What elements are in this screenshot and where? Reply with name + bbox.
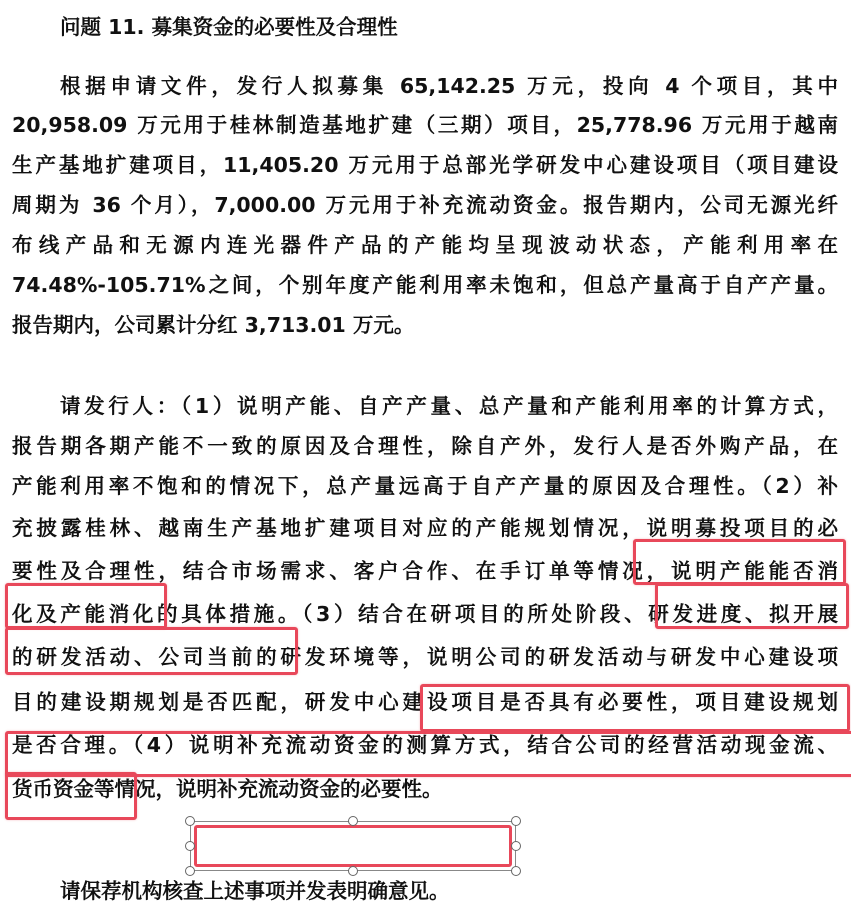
resize-handle-middle-left[interactable] — [185, 841, 195, 851]
paragraph-1-line-3: 生产基地扩建项目，11,405.20 万元用于总部光学研发中心建设项目（项目建设 — [12, 153, 838, 177]
resize-handle-middle-right[interactable] — [511, 841, 521, 851]
selected-annotation[interactable] — [190, 821, 516, 871]
paragraph-2-line-2: 报告期各期产能不一致的原因及合理性，除自产外，发行人是否外购产品，在 — [12, 434, 838, 458]
resize-handle-bottom-left[interactable] — [185, 866, 195, 876]
paragraph-2-line-10: 货币资金等情况，说明补充流动资金的必要性。 — [12, 777, 443, 801]
question-title: 问题 11. 募集资金的必要性及合理性 — [60, 15, 398, 39]
paragraph-2-line-8: 目的建设期规划是否匹配，研发中心建设项目是否具有必要性，项目建设规划 — [12, 690, 838, 714]
highlight-box-feasibility-1[interactable] — [633, 539, 846, 585]
paragraph-1-line-6: 74.48%-105.71%之间，个别年度产能利用率未饱和，但总产量高于自产产量。 — [12, 273, 838, 297]
paragraph-2-line-4: 充披露桂林、越南生产基地扩建项目对应的产能规划情况，说明募投项目的必 — [12, 516, 838, 540]
paragraph-2-line-3: 产能利用率不饱和的情况下，总产量远高于自产产量的原因及合理性。（2）补 — [12, 474, 838, 498]
highlight-box-rd-2[interactable] — [5, 731, 851, 777]
paragraph-2-line-1: 请发行人：（1）说明产能、自产产量、总产量和产能利用率的计算方式， — [60, 394, 838, 418]
paragraph-2-line-7: 的研发活动、公司当前的研发环境等，说明公司的研发活动与研发中心建设项 — [12, 645, 838, 669]
paragraph-1-line-2: 20,958.09 万元用于桂林制造基地扩建（三期）项目，25,778.96 万元用于越南 — [12, 113, 838, 137]
paragraph-2-line-9: 是否合理。（4）说明补充流动资金的测算方式，结合公司的经营活动现金流、 — [12, 733, 838, 757]
paragraph-1-line-7: 报告期内，公司累计分红 3,713.01 万元。 — [12, 313, 415, 337]
closing-line: 请保荐机构核查上述事项并发表明确意见。 — [60, 879, 450, 903]
paragraph-2-line-5: 要性及合理性，结合市场需求、客户合作、在手订单等情况，说明产能能否消 — [12, 559, 838, 583]
highlight-box-rd-1[interactable] — [420, 684, 850, 732]
resize-handle-top-center[interactable] — [348, 816, 358, 826]
resize-handle-bottom-center[interactable] — [348, 866, 358, 876]
resize-handle-bottom-right[interactable] — [511, 866, 521, 876]
paragraph-1-line-4: 周期为 36 个月），7,000.00 万元用于补充流动资金。报告期内，公司无源光纤 — [12, 193, 838, 217]
highlight-box-capacity-1[interactable] — [655, 583, 849, 629]
selected-highlight-box[interactable] — [194, 825, 512, 867]
resize-handle-top-left[interactable] — [185, 816, 195, 826]
highlight-box-rd-3[interactable] — [5, 772, 137, 820]
paragraph-1-line-5: 布线产品和无源内连光器件产品的产能均呈现波动状态，产能利用率在 — [12, 233, 838, 257]
resize-handle-top-right[interactable] — [511, 816, 521, 826]
highlight-box-feasibility-2[interactable] — [5, 583, 167, 629]
paragraph-2-line-6: 化及产能消化的具体措施。（3）结合在研项目的所处阶段、研发进度、拟开展 — [12, 602, 838, 626]
highlight-box-capacity-2[interactable] — [5, 627, 298, 675]
paragraph-1-line-1: 根据申请文件，发行人拟募集 65,142.25 万元，投向 4 个项目，其中 — [60, 74, 838, 98]
